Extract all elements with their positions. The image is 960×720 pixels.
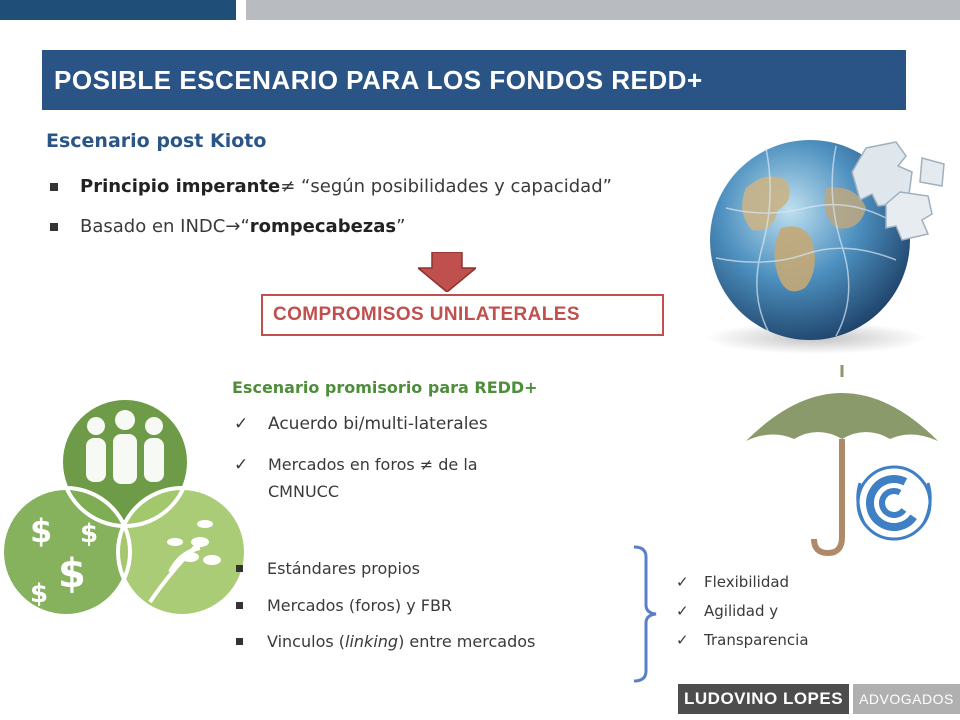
svg-text:$: $ bbox=[80, 519, 99, 549]
people-plants-money-venn-icon bbox=[0, 392, 250, 632]
check-item bbox=[234, 455, 564, 505]
square-item bbox=[236, 596, 452, 615]
globe-puzzle-icon bbox=[686, 128, 954, 358]
indc-quote-close: ” bbox=[396, 216, 406, 237]
check-item-text: Mercados en foros ≠ de la CMNUCC bbox=[268, 455, 478, 501]
bullet-indc bbox=[50, 216, 405, 237]
down-arrow-icon bbox=[418, 252, 476, 292]
slide-title: POSIBLE ESCENARIO PARA LOS FONDOS REDD+ bbox=[54, 64, 703, 95]
logo-left: LUDOVINO LOPES bbox=[678, 684, 849, 714]
section-subtitle: Escenario post Kioto bbox=[46, 130, 267, 152]
square-item bbox=[236, 632, 535, 651]
quality-item-text: Flexibilidad bbox=[704, 573, 790, 591]
check-item bbox=[234, 414, 488, 434]
square-item bbox=[236, 559, 420, 578]
indc-pre: Basado en INDC bbox=[80, 216, 226, 237]
square-item-pre: Vinculos ( bbox=[267, 632, 346, 651]
check-item-text: Acuerdo bi/multi-laterales bbox=[268, 414, 488, 434]
checkmark-icon: ✓ bbox=[234, 414, 249, 434]
quality-item-text: Transparencia bbox=[704, 631, 809, 649]
svg-text:$: $ bbox=[30, 512, 53, 550]
principle-rest: ≠ “según posibilidades y capacidad” bbox=[280, 176, 612, 197]
title-band bbox=[42, 50, 906, 110]
quality-item-text: Agilidad y bbox=[704, 602, 779, 620]
top-accent-bar-right bbox=[246, 0, 960, 20]
commitment-box bbox=[261, 294, 664, 336]
top-accent-bar-left bbox=[0, 0, 236, 20]
square-item-text: Estándares propios bbox=[267, 559, 421, 578]
indc-bold: rompecabezas bbox=[249, 216, 397, 237]
company-logo bbox=[678, 684, 960, 714]
umbrella-un-icon bbox=[742, 365, 942, 565]
principle-bold: Principio imperante bbox=[80, 176, 281, 197]
bracket-icon bbox=[630, 545, 660, 683]
square-bullet-icon bbox=[236, 565, 243, 572]
quality-item bbox=[676, 602, 778, 620]
commitment-label: COMPROMISOS UNILATERALES bbox=[273, 304, 580, 325]
logo-right: ADVOGADOS bbox=[853, 684, 960, 714]
svg-text:$: $ bbox=[30, 579, 49, 609]
square-bullet-icon bbox=[50, 183, 58, 191]
right-arrow-icon: → bbox=[225, 216, 241, 237]
square-item-post: ) entre mercados bbox=[398, 632, 536, 651]
svg-text:$: $ bbox=[58, 551, 86, 597]
indc-quote-open: “ bbox=[240, 216, 250, 237]
bullet-principle bbox=[50, 176, 612, 197]
quality-item bbox=[676, 573, 789, 591]
promising-scenario-title: Escenario promisorio para REDD+ bbox=[232, 378, 538, 397]
square-item-text: Mercados (foros) y FBR bbox=[267, 596, 453, 615]
square-bullet-icon bbox=[50, 223, 58, 231]
square-item-italic: linking bbox=[345, 632, 399, 651]
checkmark-icon: ✓ bbox=[676, 602, 689, 620]
square-bullet-icon bbox=[236, 638, 243, 645]
checkmark-icon: ✓ bbox=[676, 631, 689, 649]
checkmark-icon: ✓ bbox=[234, 455, 249, 475]
square-bullet-icon bbox=[236, 602, 243, 609]
checkmark-icon: ✓ bbox=[676, 573, 689, 591]
quality-item bbox=[676, 631, 809, 649]
